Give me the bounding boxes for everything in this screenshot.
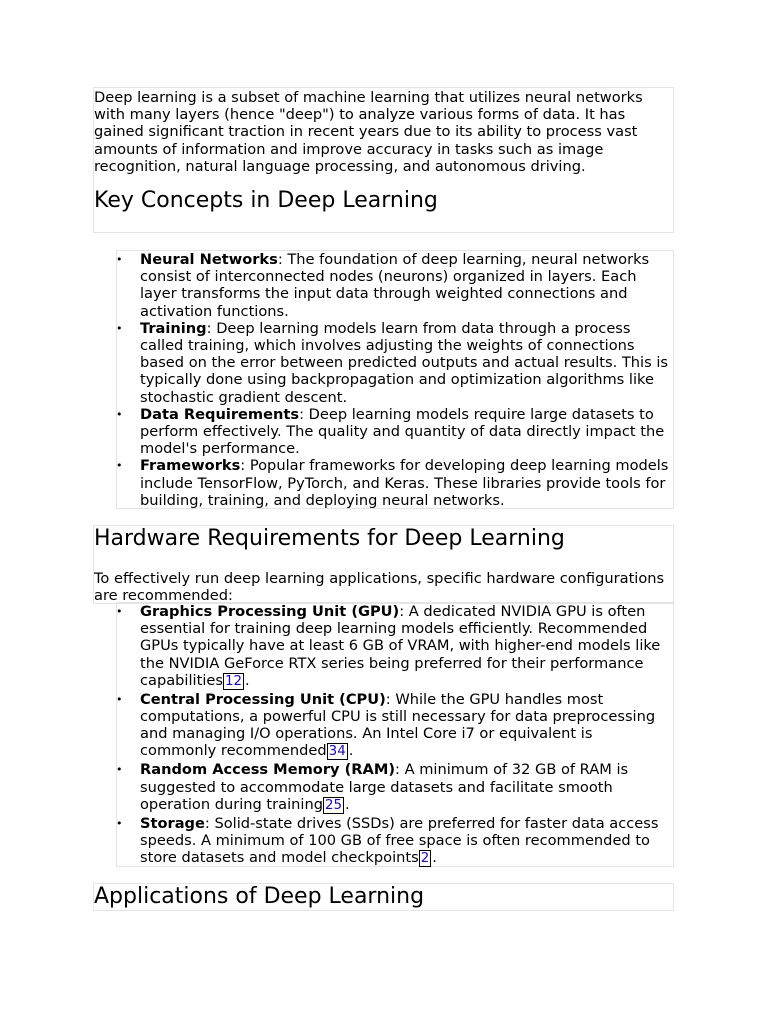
list-item-term: Frameworks: [140, 457, 241, 475]
bullet-icon: •: [116, 321, 123, 335]
list-item-term: Central Processing Unit (CPU): [140, 690, 386, 708]
hardware-section: [93, 525, 674, 604]
key-concepts-heading: Key Concepts in Deep Learning: [94, 188, 438, 214]
bullet-icon: •: [116, 763, 123, 777]
list-item-end: .: [348, 742, 354, 760]
list-item-term: Storage: [140, 814, 205, 832]
bullet-icon: •: [116, 407, 123, 421]
intro-section: [93, 87, 674, 233]
bullet-icon: •: [116, 692, 123, 706]
citation-link[interactable]: 2: [420, 851, 430, 867]
citation-link[interactable]: 25: [324, 797, 343, 813]
bullet-icon: •: [116, 253, 123, 266]
list-item: [116, 690, 673, 761]
intro-paragraph: Deep learning is a subset of machine learning that utilizes neural networks with many layers (hence "deep") to analyze various forms of data. It has gained significant traction in recent years due to its ability to process vast amounts of information and improve accuracy in tasks such as image recognition, natural language processing, and autonomous driving.: [94, 89, 643, 175]
list-item-text: : Solid-state drives (SSDs) are preferred for faster data access speeds. A minimum of 100 GB of free space is often recommended to store datasets and model checkpoints: [140, 814, 659, 867]
list-item: [116, 814, 673, 867]
applications-heading: Applications of Deep Learning: [94, 884, 425, 909]
key-concepts-list: [116, 250, 674, 509]
list-item-term: Training: [140, 319, 207, 337]
list-item: [116, 457, 673, 509]
list-item: [116, 603, 673, 690]
list-item-text: : Deep learning models require large datasets to perform effectively. The quality and quantity of data directly impact the model's performance.: [140, 405, 665, 458]
bullet-icon: •: [116, 459, 123, 473]
list-item-end: .: [245, 671, 250, 689]
list-item: [116, 319, 673, 406]
list-item-text: : A dedicated NVIDIA GPU is often essential for training deep learning models efficiently. Recommended GPUs typically have at least 6 GB of VRAM, with higher-end models like the NVIDIA GeForce RTX series being preferred for their performance capabilities: [140, 603, 661, 689]
citation-link[interactable]: 12: [224, 673, 243, 689]
list-item-text: : The foundation of deep learning, neural networks consist of interconnected nodes (neurons) organized in layers. Each layer transforms the input data through weighted connections and activation functions.: [140, 251, 650, 320]
list-item-term: Neural Networks: [140, 251, 278, 268]
hardware-list: [116, 602, 674, 867]
list-item-term: Data Requirements: [140, 405, 300, 423]
list-item-text: : A minimum of 32 GB of RAM is suggested to accommodate large datasets and facilitate smooth operation during training: [140, 761, 629, 813]
hardware-heading: Hardware Requirements for Deep Learning: [94, 526, 565, 551]
list-item-text: : Deep learning models learn from data through a process called training, which involves adjusting the weights of connections based on the error between predicted outputs and actual results. This is typically done using backpropagation and optimization algorithms like stochastic gradient descent.: [140, 319, 669, 406]
list-item-end: .: [345, 795, 350, 813]
bullet-icon: •: [116, 816, 123, 830]
bullet-icon: •: [116, 605, 123, 618]
hardware-intro: To effectively run deep learning applications, specific hardware configurations are recommended:: [94, 570, 665, 605]
list-item-term: Random Access Memory (RAM): [140, 761, 396, 779]
list-item-end: .: [432, 849, 437, 867]
applications-section: [93, 883, 674, 911]
list-item-term: Graphics Processing Unit (GPU): [140, 603, 400, 620]
list-item-text: : Popular frameworks for developing deep learning models include TensorFlow, PyTorch, and Keras. These libraries provide tools for building, training, and deploying neural networks.: [140, 457, 669, 509]
list-item: [116, 251, 673, 320]
list-item: [116, 405, 673, 458]
citation-link[interactable]: 34: [328, 744, 346, 760]
list-item: [116, 761, 673, 813]
list-item-text: : While the GPU handles most computations, a powerful CPU is still necessary for data preprocessing and managing I/O operations. An Intel Core i7 or equivalent is commonly recommended: [140, 690, 656, 760]
